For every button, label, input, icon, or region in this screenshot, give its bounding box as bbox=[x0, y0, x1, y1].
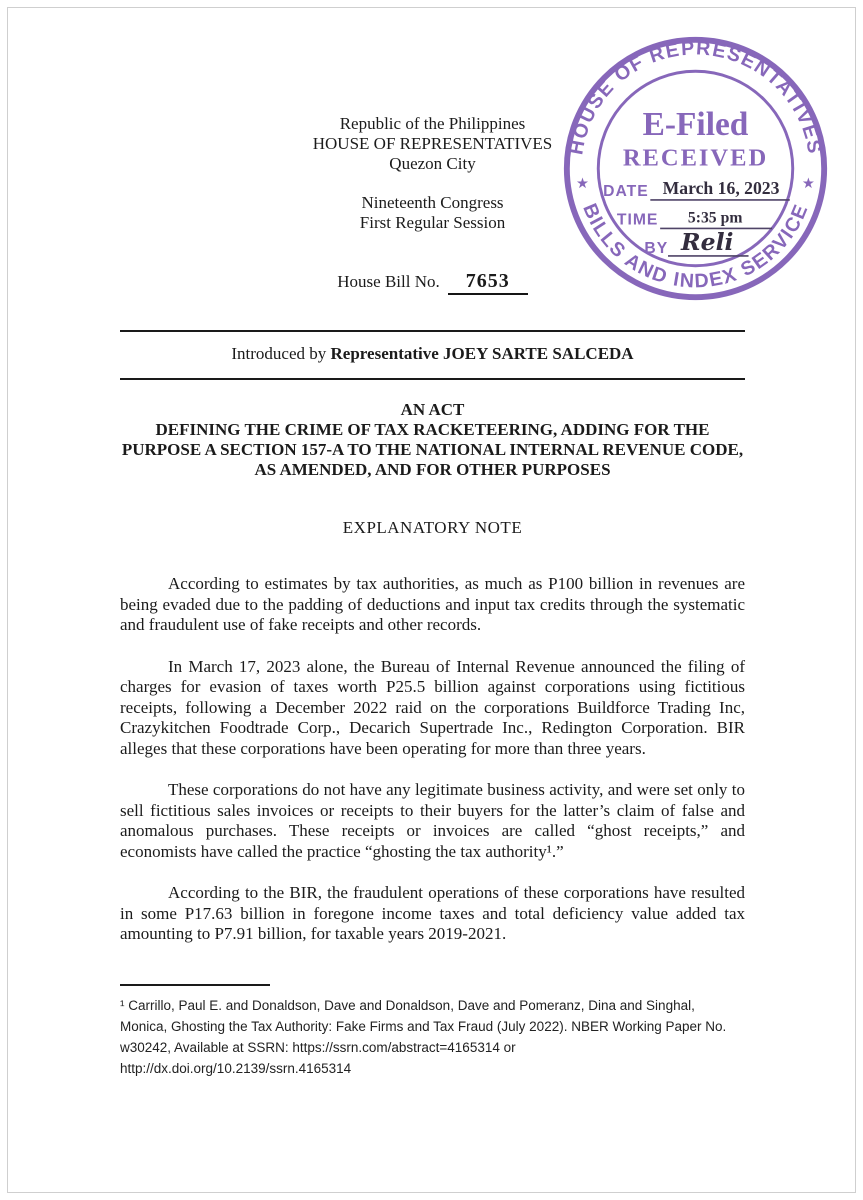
act-title bbox=[120, 400, 745, 480]
header-city: Quezon City bbox=[389, 154, 476, 173]
header-session: First Regular Session bbox=[359, 213, 506, 232]
divider-rule-top bbox=[120, 330, 745, 332]
stamp-time-value: 5:35 pm bbox=[687, 209, 743, 227]
header-congress: Nineteenth Congress bbox=[361, 193, 504, 212]
stamp-by-label: BY bbox=[644, 239, 669, 257]
star-icon-right: ★ bbox=[801, 176, 816, 193]
introduced-prefix: Introduced by bbox=[231, 344, 331, 363]
introduced-representative-name: Representative JOEY SARTE SALCEDA bbox=[330, 344, 634, 363]
stamp-time-label: TIME bbox=[616, 211, 659, 229]
stamp-date-value: March 16, 2023 bbox=[662, 178, 780, 199]
explanatory-note-heading: EXPLANATORY NOTE bbox=[342, 518, 523, 537]
stamp-received-text: RECEIVED bbox=[622, 144, 769, 172]
stamp-by-signature: Reli bbox=[681, 228, 734, 257]
bill-number-value: 7653 bbox=[448, 270, 528, 295]
house-bill-number-line bbox=[120, 271, 745, 292]
paragraph-1: According to estimates by tax authorities, as much as P100 billion in revenues are being evaded due to the padding of deductions and input tax credits through the systematic and fraudulent use of fake receipts and other records. bbox=[120, 574, 745, 634]
act-title-heading: AN ACT bbox=[400, 400, 465, 419]
header-house: HOUSE OF REPRESENTATIVES bbox=[312, 134, 553, 153]
divider-rule-bottom bbox=[120, 378, 745, 380]
bill-number-label: House Bill No. bbox=[337, 272, 440, 291]
explanatory-note-body bbox=[120, 574, 745, 945]
document-header bbox=[120, 114, 745, 233]
stamp-date-label: DATE bbox=[603, 183, 649, 200]
paragraph-3: These corporations do not have any legitimate business activity, and were set only to sell fictitious sales invoices or receipts to their buyers for the latter’s claim of false and anomalous purchases. These receipts or invoices are called “ghost receipts,” and economists have called the practice “ghosting the tax authority¹.” bbox=[120, 780, 745, 861]
footnote-text: ¹ Carrillo, Paul E. and Donaldson, Dave and Donaldson, Dave and Pomeranz, Dina and Singhal, Monica, Ghosting the Tax Authority: Fake Firms and Tax Fraud (July 2022). NBER Working Paper No. w30242, Available at SSRN: https://ssrn.com/abstract=4165314 or http://dx.doi.org/10.2139/ssrn.4165314 bbox=[120, 997, 727, 1076]
introduced-by-line bbox=[120, 344, 745, 364]
paragraph-2: In March 17, 2023 alone, the Bureau of Internal Revenue announced the filing of charges for evasion of taxes worth P25.5 billion against corporations using fictitious receipts, following a December 2022 raid on the corporations Buildforce Trading Inc, Crazykitchen Foodtrade Corp., Decarich Supertrade Inc., Redington Corporation. BIR alleges that these corporations have been operating for more than three years. bbox=[120, 656, 745, 758]
act-title-text: DEFINING THE CRIME OF TAX RACKETEERING, ADDING FOR THE PURPOSE A SECTION 157-A TO THE NATIONAL INTERNAL REVENUE CODE, AS AMENDED, AND FOR OTHER PURPOSES bbox=[121, 420, 744, 479]
stamp-efiled-text: E-Filed bbox=[642, 106, 749, 144]
stamp-arc-top-text: HOUSE OF REPRESENTATIVES bbox=[565, 37, 826, 157]
paragraph-4: According to the BIR, the fraudulent operations of these corporations have resulted in some P17.63 billion in foregone income taxes and total deficiency value added tax amounting to P7.91 billion, for taxable years 2019-2021. bbox=[120, 883, 745, 943]
header-republic: Republic of the Philippines bbox=[339, 114, 526, 133]
footnote-divider bbox=[120, 984, 270, 986]
stamp-arc-bottom-text: BILLS AND INDEX SERVICE bbox=[578, 200, 813, 293]
star-icon-left: ★ bbox=[575, 176, 590, 193]
